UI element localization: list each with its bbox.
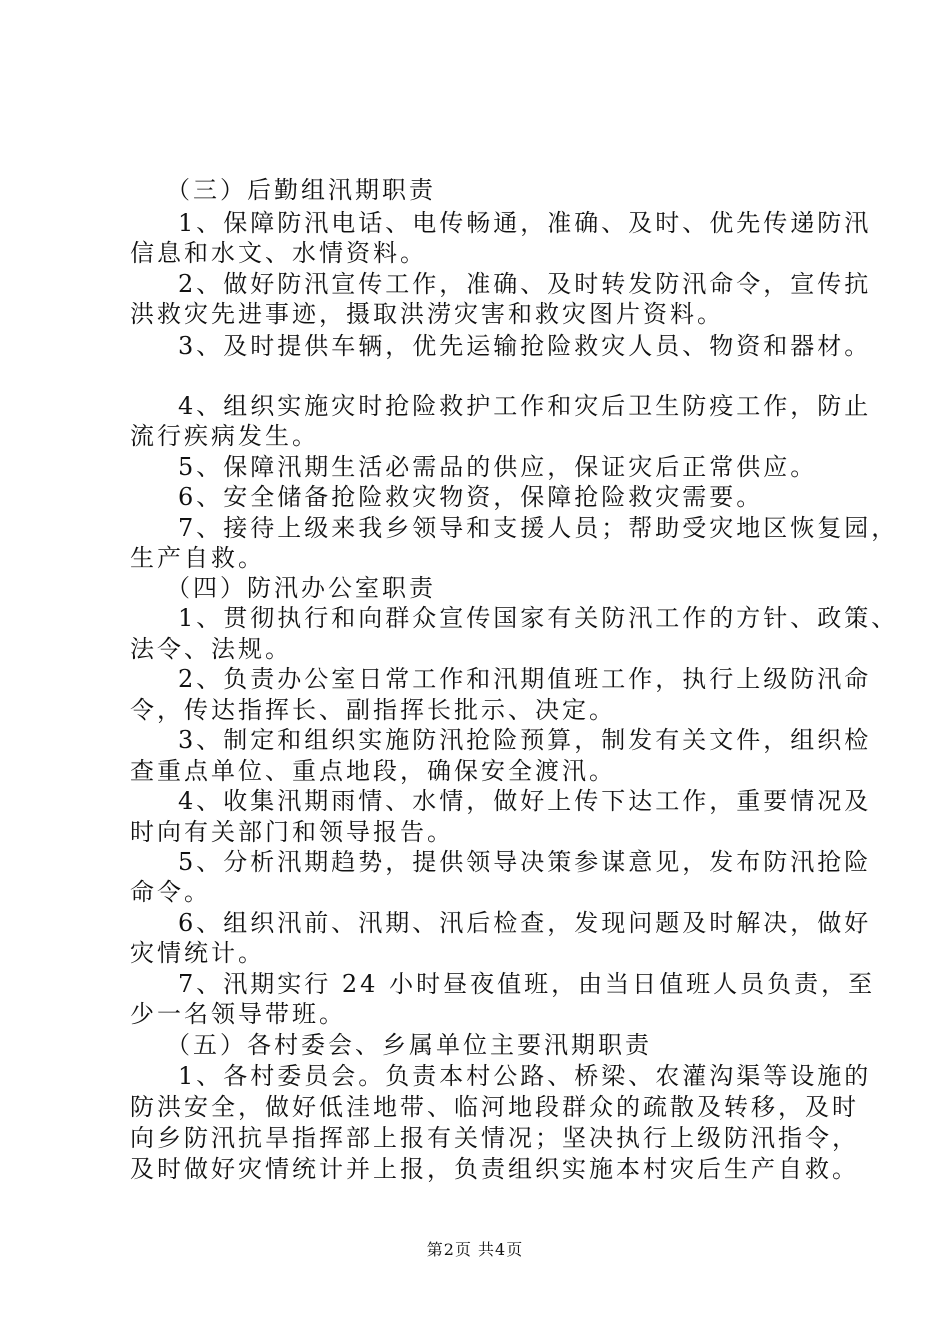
paragraph-line: 查重点单位、重点地段，确保安全渡汛。: [130, 757, 616, 785]
paragraph-line: 5、分析汛期趋势，提供领导决策参谋意见，发布防汛抢险: [178, 848, 872, 876]
paragraph-line: 流行疾病发生。: [130, 422, 319, 450]
paragraph-line: 6、安全储备抢险救灾物资，保障抢险救灾需要。: [178, 483, 764, 511]
paragraph-line: 5、保障汛期生活必需品的供应，保证灾后正常供应。: [178, 453, 818, 481]
paragraph-line: 3、制定和组织实施防汛抢险预算，制发有关文件，组织检: [178, 726, 872, 754]
paragraph-line: 1、各村委员会。负责本村公路、桥梁、农灌沟渠等设施的: [178, 1062, 872, 1090]
paragraph-line: 2、做好防汛宣传工作，准确、及时转发防汛命令，宣传抗: [178, 270, 872, 298]
section-heading-village-committees: （五）各村委会、乡属单位主要汛期职责: [166, 1031, 652, 1059]
paragraph-line: 7、汛期实行 24 小时昼夜值班，由当日值班人员负责，至: [178, 970, 876, 998]
paragraph-line: 向乡防汛抗旱指挥部上报有关情况；坚决执行上级防汛指令，: [130, 1124, 859, 1152]
paragraph-line: 令，传达指挥长、副指挥长批示、决定。: [130, 696, 616, 724]
paragraph-line: 4、收集汛期雨情、水情，做好上传下达工作，重要情况及: [178, 787, 872, 815]
paragraph-line: 3、及时提供车辆，优先运输抢险救灾人员、物资和器材。: [178, 332, 872, 360]
paragraph-line: 命令。: [130, 878, 211, 906]
section-heading-logistics: （三）后勤组汛期职责: [166, 176, 436, 204]
paragraph-line: 防洪安全，做好低洼地带、临河地段群众的疏散及转移，及时: [130, 1093, 859, 1121]
paragraph-line: 少一名领导带班。: [130, 1000, 346, 1028]
paragraph-line: 2、负责办公室日常工作和汛期值班工作，执行上级防汛命: [178, 665, 872, 693]
page-footer: 第2页 共4页: [426, 1240, 524, 1259]
paragraph-line: 6、组织汛前、汛期、汛后检查，发现问题及时解决，做好: [178, 909, 872, 937]
paragraph-line: 4、组织实施灾时抢险救护工作和灾后卫生防疫工作，防止: [178, 392, 872, 420]
paragraph-line: 法令、法规。: [130, 635, 292, 663]
paragraph-line: 1、保障防汛电话、电传畅通，准确、及时、优先传递防汛: [178, 209, 872, 237]
section-heading-flood-office: （四）防汛办公室职责: [166, 574, 436, 602]
paragraph-line: 洪救灾先进事迹，摄取洪涝灾害和救灾图片资料。: [130, 300, 724, 328]
paragraph-line: 及时做好灾情统计并上报，负责组织实施本村灾后生产自救。: [130, 1155, 859, 1183]
paragraph-line: 1、贯彻执行和向群众宣传国家有关防汛工作的方针、政策、: [178, 604, 899, 632]
paragraph-line: 信息和水文、水情资料。: [130, 239, 427, 267]
paragraph-line: 生产自救。: [130, 544, 265, 572]
paragraph-line: 时向有关部门和领导报告。: [130, 818, 454, 846]
paragraph-line: 7、接待上级来我乡领导和支援人员；帮助受灾地区恢复园，: [178, 514, 899, 542]
paragraph-line: 灾情统计。: [130, 939, 265, 967]
